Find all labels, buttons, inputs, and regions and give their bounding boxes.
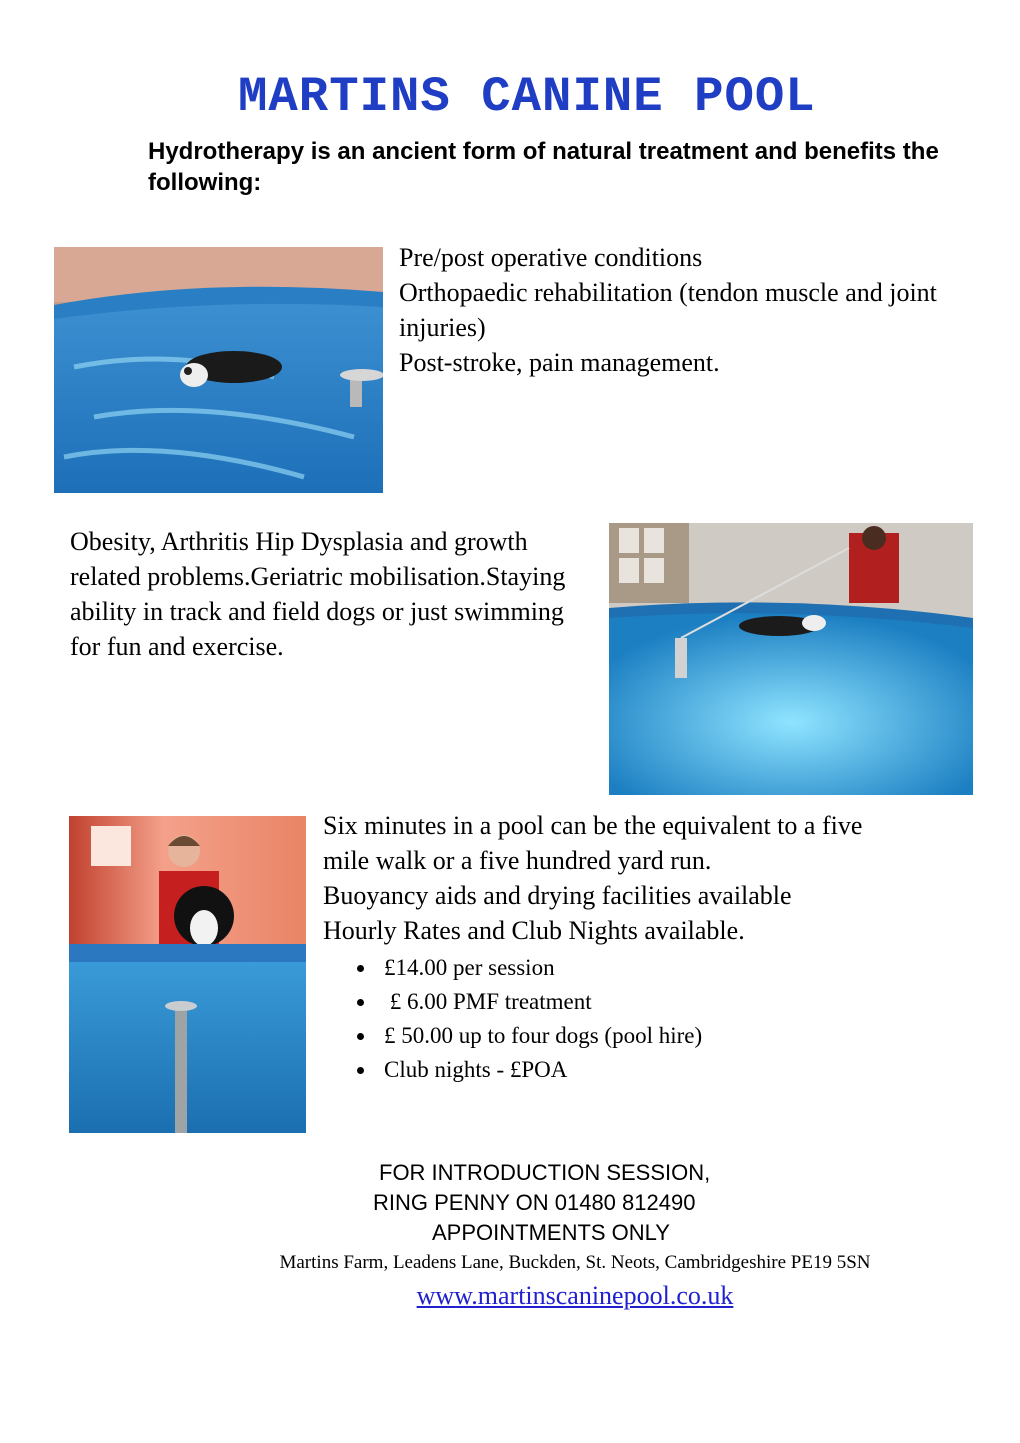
page-title: MARTINS CANINE POOL xyxy=(238,69,816,125)
section1-line: Post-stroke, pain management. xyxy=(399,348,720,377)
photo-dog-poolside-image xyxy=(69,816,306,1133)
photo-dog-guided-swim-image xyxy=(609,523,973,795)
price-item: Club nights - £POA xyxy=(350,1053,850,1087)
section3-benefits xyxy=(323,808,1003,948)
price-item: £ 50.00 up to four dogs (pool hire) xyxy=(350,1019,850,1053)
section3-line: Six minutes in a pool can be the equivalent to a five xyxy=(323,811,863,840)
price-list xyxy=(350,951,850,1087)
section3-line: mile walk or a five hundred yard run. xyxy=(323,846,712,875)
contact-phone: RING PENNY ON 01480 812490 xyxy=(373,1190,696,1215)
photo-dog-swimming-image xyxy=(54,247,383,493)
section2-conditions: Obesity, Arthritis Hip Dysplasia and growth related problems.Geriatric mobilisation.Staying ability in track and field dogs or just swimming for fun and exercise. xyxy=(70,527,566,661)
intro-text: Hydrotherapy is an ancient form of natural treatment and benefits the following: xyxy=(148,138,939,196)
photo-dog-guided-swim xyxy=(609,523,973,795)
section1-line: Orthopaedic rehabilitation (tendon muscle and joint injuries) xyxy=(399,278,937,342)
section1-conditions xyxy=(399,240,999,380)
photo-dog-swimming xyxy=(54,247,383,493)
price-item: £14.00 per session xyxy=(350,951,850,985)
photo-dog-poolside xyxy=(69,816,306,1133)
price-item: £ 6.00 PMF treatment xyxy=(350,985,850,1019)
website-link[interactable]: www.martinscaninepool.co.uk xyxy=(416,1281,734,1310)
contact-appointments: APPOINTMENTS ONLY xyxy=(432,1220,670,1245)
contact-intro: FOR INTRODUCTION SESSION, xyxy=(379,1160,711,1185)
section3-line: Hourly Rates and Club Nights available. xyxy=(323,916,745,945)
section1-line: Pre/post operative conditions xyxy=(399,243,703,272)
section3-line: Buoyancy aids and drying facilities available xyxy=(323,881,792,910)
contact-address: Martins Farm, Leadens Lane, Buckden, St. Neots, Cambridgeshire PE19 5SN xyxy=(279,1252,871,1273)
